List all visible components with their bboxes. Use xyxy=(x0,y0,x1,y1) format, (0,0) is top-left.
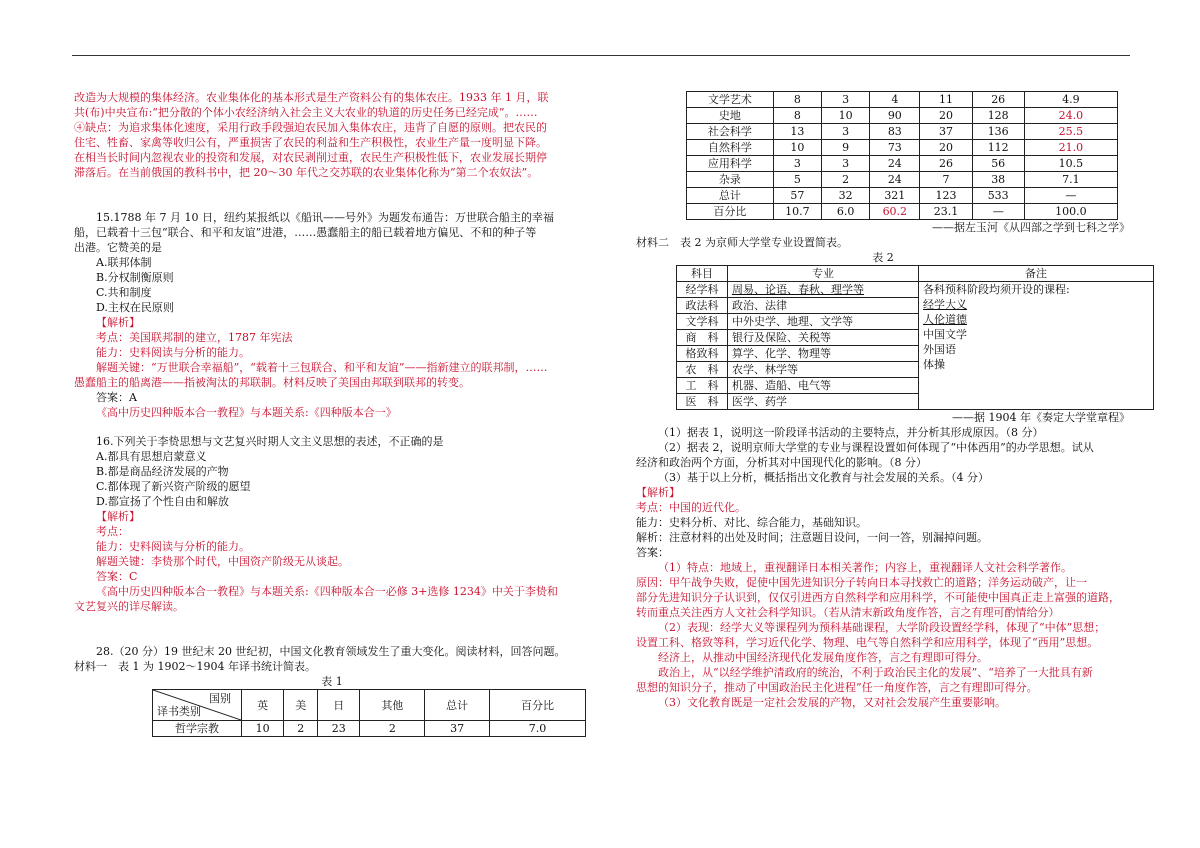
table-cell: 24.0 xyxy=(1024,108,1117,124)
note-line: 经学大义 xyxy=(923,298,967,311)
solution-key: 解题关键：“万世联合幸福船”，“载着十三包联合、和平和友谊”——指新建立的联邦制，…… xyxy=(96,361,548,374)
answer-2-politics: 政治上，从“以经学维护清政府的统治，不利于政治民主化的发展”、“培养了一大批具有新 xyxy=(658,666,1093,679)
solution-key: 解题关键：李贽那个时代，中国资产阶级无从谈起。 xyxy=(96,555,349,568)
table-cell: 20 xyxy=(920,108,972,124)
ability: 能力：史料分析、对比、综合能力，基础知识。 xyxy=(636,516,867,529)
table-cell: 38 xyxy=(972,172,1024,188)
table-cell: 10 xyxy=(773,140,821,156)
ability: 能力：史料阅读与分析的能力。 xyxy=(96,346,250,359)
subject-cell: 医 科 xyxy=(677,394,728,410)
table-cell: 73 xyxy=(870,140,920,156)
table-cell: — xyxy=(1024,188,1117,204)
subject-cell: 格致科 xyxy=(677,346,728,362)
header-cell: 英 xyxy=(242,690,284,721)
table-row xyxy=(687,108,1118,124)
major-cell: 医学、药学 xyxy=(728,394,919,410)
question-stem: 16.下列关于李贽思想与文艺复兴时期人文主义思想的表述，不正确的是 xyxy=(96,435,444,448)
table-cell: 24 xyxy=(870,156,920,172)
diagonal-header-cell xyxy=(153,690,242,721)
table-row xyxy=(687,156,1118,172)
header-cell: 总计 xyxy=(425,690,490,721)
header-category: 译书类别 xyxy=(157,705,201,718)
table1-caption: 表 1 xyxy=(321,675,343,688)
table-cell: 60.2 xyxy=(870,204,920,220)
question-28 xyxy=(74,644,590,737)
header-cell: 科目 xyxy=(677,266,728,282)
table-cell: 百分比 xyxy=(687,204,774,220)
sub-question: 经济和政治两个方面，分析其对中国现代化的影响。（8 分） xyxy=(636,456,927,469)
answer-2-politics: 思想的知识分子，推动了中国政治民主化进程”任一角度作答，言之有理即可得分。 xyxy=(636,681,1038,694)
table-cell: 128 xyxy=(972,108,1024,124)
right-column xyxy=(636,91,1130,710)
note-line: 中国文学 xyxy=(923,328,967,341)
table1-part2 xyxy=(686,91,1118,220)
sub-question: （3）基于以上分析，概括指出文化教育与社会发展的关系。（4 分） xyxy=(658,471,989,484)
answer-1-reason: 部分先进知识分子认识到，仅仅引进西方自然科学和应用科学，不可能使中国真正走上富强的道路， xyxy=(636,591,1120,604)
ability: 能力：史料阅读与分析的能力。 xyxy=(96,540,250,553)
note-line: 人伦道德 xyxy=(923,313,967,326)
solution-key: 愚蠢船主的船离港——指被淘汰的邦联制。材料反映了美国由邦联到联邦的转变。 xyxy=(74,376,470,389)
major-cell: 政治、法律 xyxy=(728,298,919,314)
option-c: C.都体现了新兴资产阶级的愿望 xyxy=(96,480,251,493)
table-row xyxy=(687,172,1118,188)
subject-cell: 文学科 xyxy=(677,314,728,330)
option-a: A.联邦体制 xyxy=(96,256,152,269)
text-line: 改造为大规模的集体经济。农业集体化的基本形式是生产资料公有的集体农庄。1933 年 1 月，联 xyxy=(74,91,549,104)
question-16 xyxy=(74,434,590,614)
table-cell: 杂录 xyxy=(687,172,774,188)
table-cell: 37 xyxy=(920,124,972,140)
note-line: 体操 xyxy=(923,358,945,371)
table-cell: 25.5 xyxy=(1024,124,1117,140)
option-d: D.主权在民原则 xyxy=(96,301,174,314)
table-cell: 20 xyxy=(920,140,972,156)
option-b: B.都是商品经济发展的产物 xyxy=(96,465,229,478)
table-cell: 3 xyxy=(822,124,870,140)
table-cell: 90 xyxy=(870,108,920,124)
question-stem: 28.（20 分）19 世纪末 20 世纪初，中国文化教育领域发生了重大变化。阅读材料，回答问题。 xyxy=(96,645,566,658)
left-column xyxy=(74,90,590,737)
table-cell: 56 xyxy=(972,156,1024,172)
table-cell: 10.7 xyxy=(773,204,821,220)
table-cell: 总计 xyxy=(687,188,774,204)
soviet-collectivization-text xyxy=(74,90,590,180)
table-cell: 57 xyxy=(773,188,821,204)
table-cell: 23.1 xyxy=(920,204,972,220)
header-cell: 专业 xyxy=(728,266,919,282)
table-cell: 史地 xyxy=(687,108,774,124)
answer: 答案：C xyxy=(96,570,138,583)
table-cell: 100.0 xyxy=(1024,204,1117,220)
analysis-note: 解析：注意材料的出处及时间；注意题目设问，一问一答，别漏掉问题。 xyxy=(636,531,988,544)
text-line: ④缺点：为追求集体化速度，采用行政手段强迫农民加入集体农庄，违背了自愿的原则。把农民的 xyxy=(74,121,547,134)
table2-source: ——据 1904 年《奏定大学堂章程》 xyxy=(952,411,1130,424)
header-country: 国别 xyxy=(209,692,231,705)
analysis-label: 【解析】 xyxy=(96,316,140,329)
table-cell: 2 xyxy=(360,721,425,737)
table-cell: 9 xyxy=(822,140,870,156)
answer-1: （1）特点：地域上，重视翻译日本相关著作；内容上，重视翻译人文社会科学著作。 xyxy=(658,561,1072,574)
relation-note: 《高中历史四种版本合一教程》与本题关系:《四种版本合一必修 3+选修 1234》中关于李贽和 xyxy=(96,585,558,598)
table-cell: 23 xyxy=(318,721,360,737)
table-cell: 26 xyxy=(920,156,972,172)
table-row xyxy=(687,124,1118,140)
table-cell: 7.1 xyxy=(1024,172,1117,188)
option-a: A.都具有思想启蒙意义 xyxy=(96,450,207,463)
material-one-label: 材料一 表 1 为 1902～1904 年译书统计简表。 xyxy=(74,660,316,673)
table-cell: 5 xyxy=(773,172,821,188)
answer-1-reason: 转而重点关注西方人文社会科学知识。（若从清末新政角度作答，言之有理可酌情给分） xyxy=(636,606,1060,619)
table-cell: 37 xyxy=(425,721,490,737)
question-stem: 船，已载着十三包“联合、和平和友谊”进港，……愚蠢船主的船已载着地方偏见、不和的种子等 xyxy=(74,226,537,239)
table-cell: 533 xyxy=(972,188,1024,204)
text-line: 在相当长时间内忽视农业的投资和发展，对农民剥削过重，农民生产积极性低下，农业发展长期停 xyxy=(74,151,547,164)
table-cell: 11 xyxy=(920,92,972,108)
table-row xyxy=(687,188,1118,204)
answer: 答案：A xyxy=(96,391,137,404)
table-cell: 应用科学 xyxy=(687,156,774,172)
header-cell: 其他 xyxy=(360,690,425,721)
question-15 xyxy=(74,210,590,420)
table-cell: 社会科学 xyxy=(687,124,774,140)
table-row xyxy=(153,721,586,737)
answer-2: 设置工科、格致等科，学习近代化学、物理、电气等自然科学和应用科学，体现了“西用”思想。 xyxy=(636,636,1099,649)
option-c: C.共和制度 xyxy=(96,286,152,299)
major-cell: 机器、造船、电气等 xyxy=(728,378,919,394)
note-line: 外国语 xyxy=(923,343,956,356)
answer-2-economy: 经济上，从推动中国经济现代化发展角度作答，言之有理即可得分。 xyxy=(658,651,988,664)
answer-1-reason: 原因：甲午战争失败，促使中国先进知识分子转向日本寻找救亡的道路；洋务运动破产，让一 xyxy=(636,576,1087,589)
subject-cell: 经学科 xyxy=(677,282,728,298)
text-line: 共(布)中央宣布:“把分散的个体小农经济纳入社会主义大农业的轨道的历史任务已经完成”。…… xyxy=(74,106,538,119)
relation-note: 《高中历史四种版本合一教程》与本题关系:《四种版本合一》 xyxy=(96,406,397,419)
table-cell: 13 xyxy=(773,124,821,140)
relation-note: 文艺复兴的详尽解读。 xyxy=(74,600,184,613)
note-cell xyxy=(919,282,1154,410)
answer-3: （3）文化教育既是一定社会发展的产物，又对社会发展产生重要影响。 xyxy=(658,696,1006,709)
answer-2: （2）表现：经学大义等课程列为预科基础课程，大学阶段设置经学科，体现了“中体”思想； xyxy=(658,621,1106,634)
test-point: 考点： xyxy=(96,525,129,538)
sub-question: （1）据表 1，说明这一阶段译书活动的主要特点，并分析其形成原因。（8 分） xyxy=(658,426,1044,439)
subject-cell: 政法科 xyxy=(677,298,728,314)
question-stem: 出港。它赞美的是 xyxy=(74,241,162,254)
table-cell: 136 xyxy=(972,124,1024,140)
table-cell: 10.5 xyxy=(1024,156,1117,172)
table-row xyxy=(687,92,1118,108)
header-cell: 美 xyxy=(284,690,318,721)
option-d: D.都宣扬了个性自由和解放 xyxy=(96,495,229,508)
table2-caption: 表 2 xyxy=(872,251,894,264)
major-cell: 农学、林学等 xyxy=(728,362,919,378)
table-row xyxy=(687,204,1118,220)
table-cell: 哲学宗教 xyxy=(153,721,242,737)
table-cell: 3 xyxy=(773,156,821,172)
table-row xyxy=(687,140,1118,156)
table-cell: 3 xyxy=(822,156,870,172)
major-cell: 算学、化学、物理等 xyxy=(728,346,919,362)
table-cell: 2 xyxy=(822,172,870,188)
table-cell: 83 xyxy=(870,124,920,140)
table-cell: 32 xyxy=(822,188,870,204)
table-cell: 自然科学 xyxy=(687,140,774,156)
header-rule xyxy=(72,55,1130,56)
note-line: 各科预科阶段均须开设的课程: xyxy=(923,283,1070,296)
table-cell: 26 xyxy=(972,92,1024,108)
analysis-label: 【解析】 xyxy=(636,486,680,499)
text-line: 滞落后。在当前俄国的教科书中，把 20～30 年代之交苏联的农业集体化称为“第二个农奴法”。 xyxy=(74,166,539,179)
header-cell: 日 xyxy=(318,690,360,721)
table-cell: 8 xyxy=(773,92,821,108)
table1-part1 xyxy=(152,689,586,737)
table-cell: 8 xyxy=(773,108,821,124)
question-stem: 15.1788 年 7 月 10 日，纽约某报纸以《船讯——号外》为题发布通告：万世联合船主的幸福 xyxy=(96,211,554,224)
header-cell: 备注 xyxy=(919,266,1154,282)
table-cell: 24 xyxy=(870,172,920,188)
table-cell: 3 xyxy=(822,92,870,108)
table-cell: 7 xyxy=(920,172,972,188)
material-two-label: 材料二 表 2 为京师大学堂专业设置简表。 xyxy=(636,236,848,249)
subject-cell: 工 科 xyxy=(677,378,728,394)
table-row xyxy=(677,282,1154,298)
table1-source: ——据左玉河《从四部之学到七科之学》 xyxy=(932,221,1130,234)
table-cell: 7.0 xyxy=(490,721,586,737)
text-line: 住宅、牲畜、家禽等收归公有，严重损害了农民的利益和生产积极性，农业生产量一度明显下降。 xyxy=(74,136,547,149)
subject-cell: 商 科 xyxy=(677,330,728,346)
table-cell: 112 xyxy=(972,140,1024,156)
analysis-label: 【解析】 xyxy=(96,510,140,523)
table-cell: 文学艺术 xyxy=(687,92,774,108)
major-cell: 中外史学、地理、文学等 xyxy=(728,314,919,330)
test-point: 考点：中国的近代化。 xyxy=(636,501,746,514)
table-cell: 6.0 xyxy=(822,204,870,220)
header-cell: 百分比 xyxy=(490,690,586,721)
table-cell: 4 xyxy=(870,92,920,108)
table2 xyxy=(676,265,1154,410)
major-cell: 银行及保险、关税等 xyxy=(728,330,919,346)
test-point: 考点：美国联邦制的建立，1787 年宪法 xyxy=(96,331,293,344)
table-cell: — xyxy=(972,204,1024,220)
option-b: B.分权制衡原则 xyxy=(96,271,174,284)
table-cell: 321 xyxy=(870,188,920,204)
sub-question: （2）据表 2，说明京师大学堂的专业与课程设置如何体现了“中体西用”的办学思想。试从 xyxy=(658,441,1094,454)
major-cell: 周易、论语、春秋、理学等 xyxy=(728,282,919,298)
table-cell: 2 xyxy=(284,721,318,737)
table-cell: 4.9 xyxy=(1024,92,1117,108)
table-cell: 10 xyxy=(242,721,284,737)
subject-cell: 农 科 xyxy=(677,362,728,378)
answer-label: 答案： xyxy=(636,546,669,559)
table-cell: 123 xyxy=(920,188,972,204)
table-cell: 21.0 xyxy=(1024,140,1117,156)
table-cell: 10 xyxy=(822,108,870,124)
